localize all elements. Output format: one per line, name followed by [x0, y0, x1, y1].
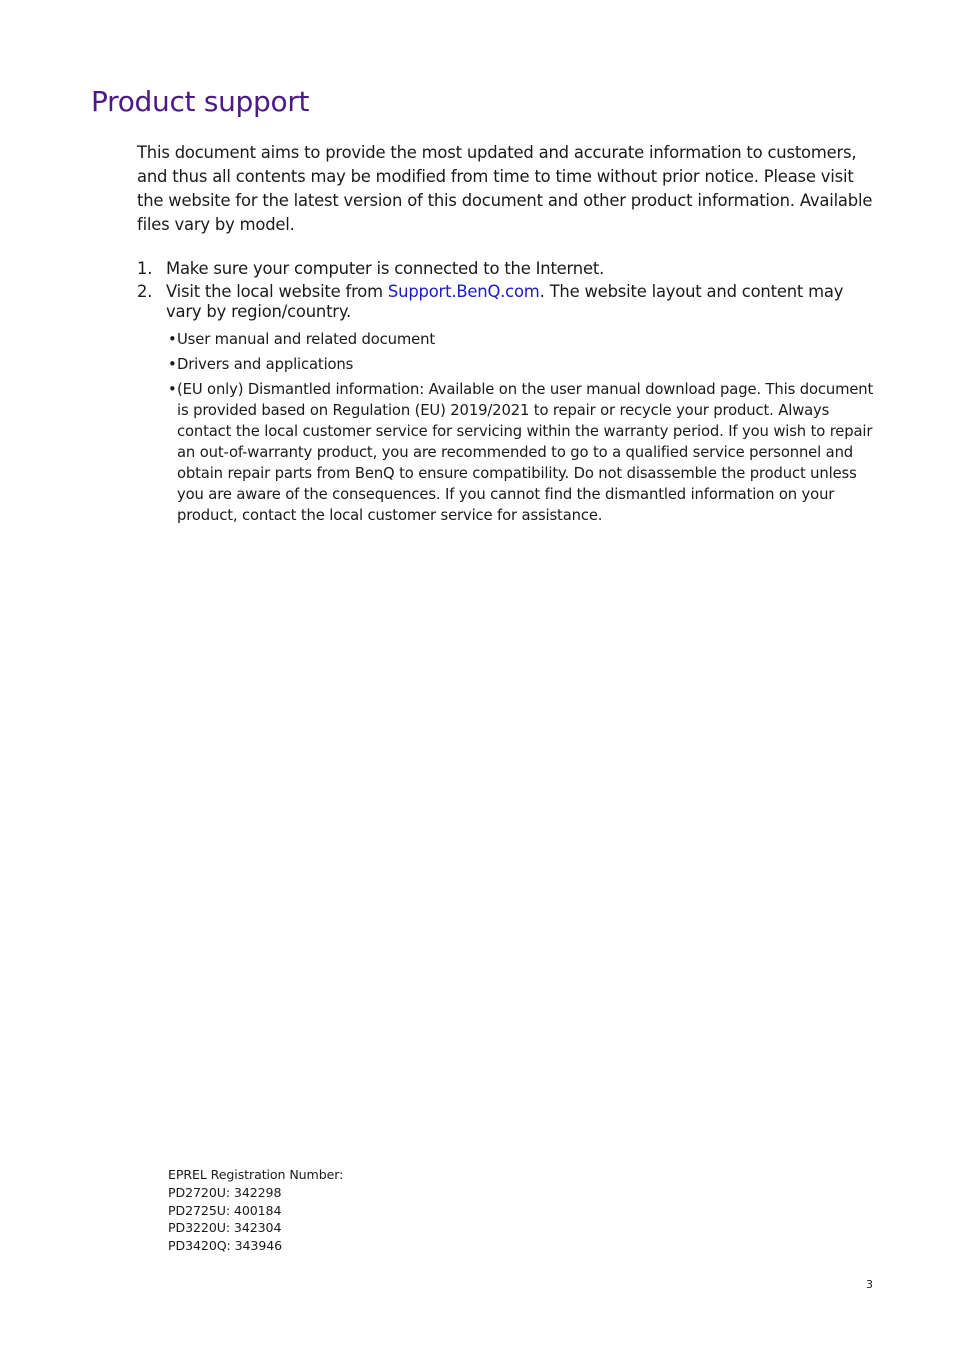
step-text: Make sure your computer is connected to the Internet. — [166, 259, 605, 278]
step-number: 2. — [137, 282, 153, 301]
list-item-text: (EU only) Dismantled information: Available on the user manual download page. This document is provided based on Regulation (EU) 2019/2021 to repair or recycle your product. Always contact the local customer service for servicing within the warranty period. If you wish to repair an out-of-warranty product, you are recommended to go to a qualified service personnel and obtain repair parts from BenQ to ensure compatibility. Do not disassemble the product unless you are aware of the consequences. If you cannot find the dismantled information on your product, contact the local customer service for assistance. — [177, 381, 874, 524]
eprel-entry: PD2725U: 400184 — [168, 1202, 282, 1218]
list-item-text: Drivers and applications — [177, 356, 354, 373]
page-number: 3 — [866, 1278, 873, 1291]
eprel-heading: EPREL Registration Number: — [168, 1167, 344, 1182]
resources-list — [168, 329, 878, 530]
step-text: Visit the local website from — [166, 282, 388, 301]
page-title: Product support — [91, 85, 310, 118]
list-item — [168, 354, 878, 375]
eprel-entry: PD2720U: 342298 — [168, 1184, 282, 1200]
bullet-icon: • — [168, 331, 177, 348]
support-benq-link[interactable]: Support.BenQ.com — [387, 282, 540, 301]
step-text: . The website layout and content may vary by region/country. — [166, 282, 844, 321]
steps-list — [137, 259, 877, 325]
list-item — [168, 329, 878, 350]
bullet-icon: • — [168, 381, 177, 398]
step-item — [137, 282, 877, 322]
intro-paragraph: This document aims to provide the most updated and accurate information to customers, and thus all contents may be modified from time to time without prior notice. Please visit the website for the latest version of this document and other product information. Available files vary by model. — [137, 143, 873, 234]
list-item — [168, 379, 878, 526]
list-item-text: User manual and related document — [177, 331, 435, 348]
eprel-entry: PD3420Q: 343946 — [168, 1238, 283, 1254]
step-item — [137, 259, 877, 279]
eprel-registration-block — [168, 1166, 343, 1255]
bullet-icon: • — [168, 356, 177, 373]
step-number: 1. — [137, 259, 153, 278]
eprel-entry: PD3220U: 342304 — [168, 1220, 282, 1236]
